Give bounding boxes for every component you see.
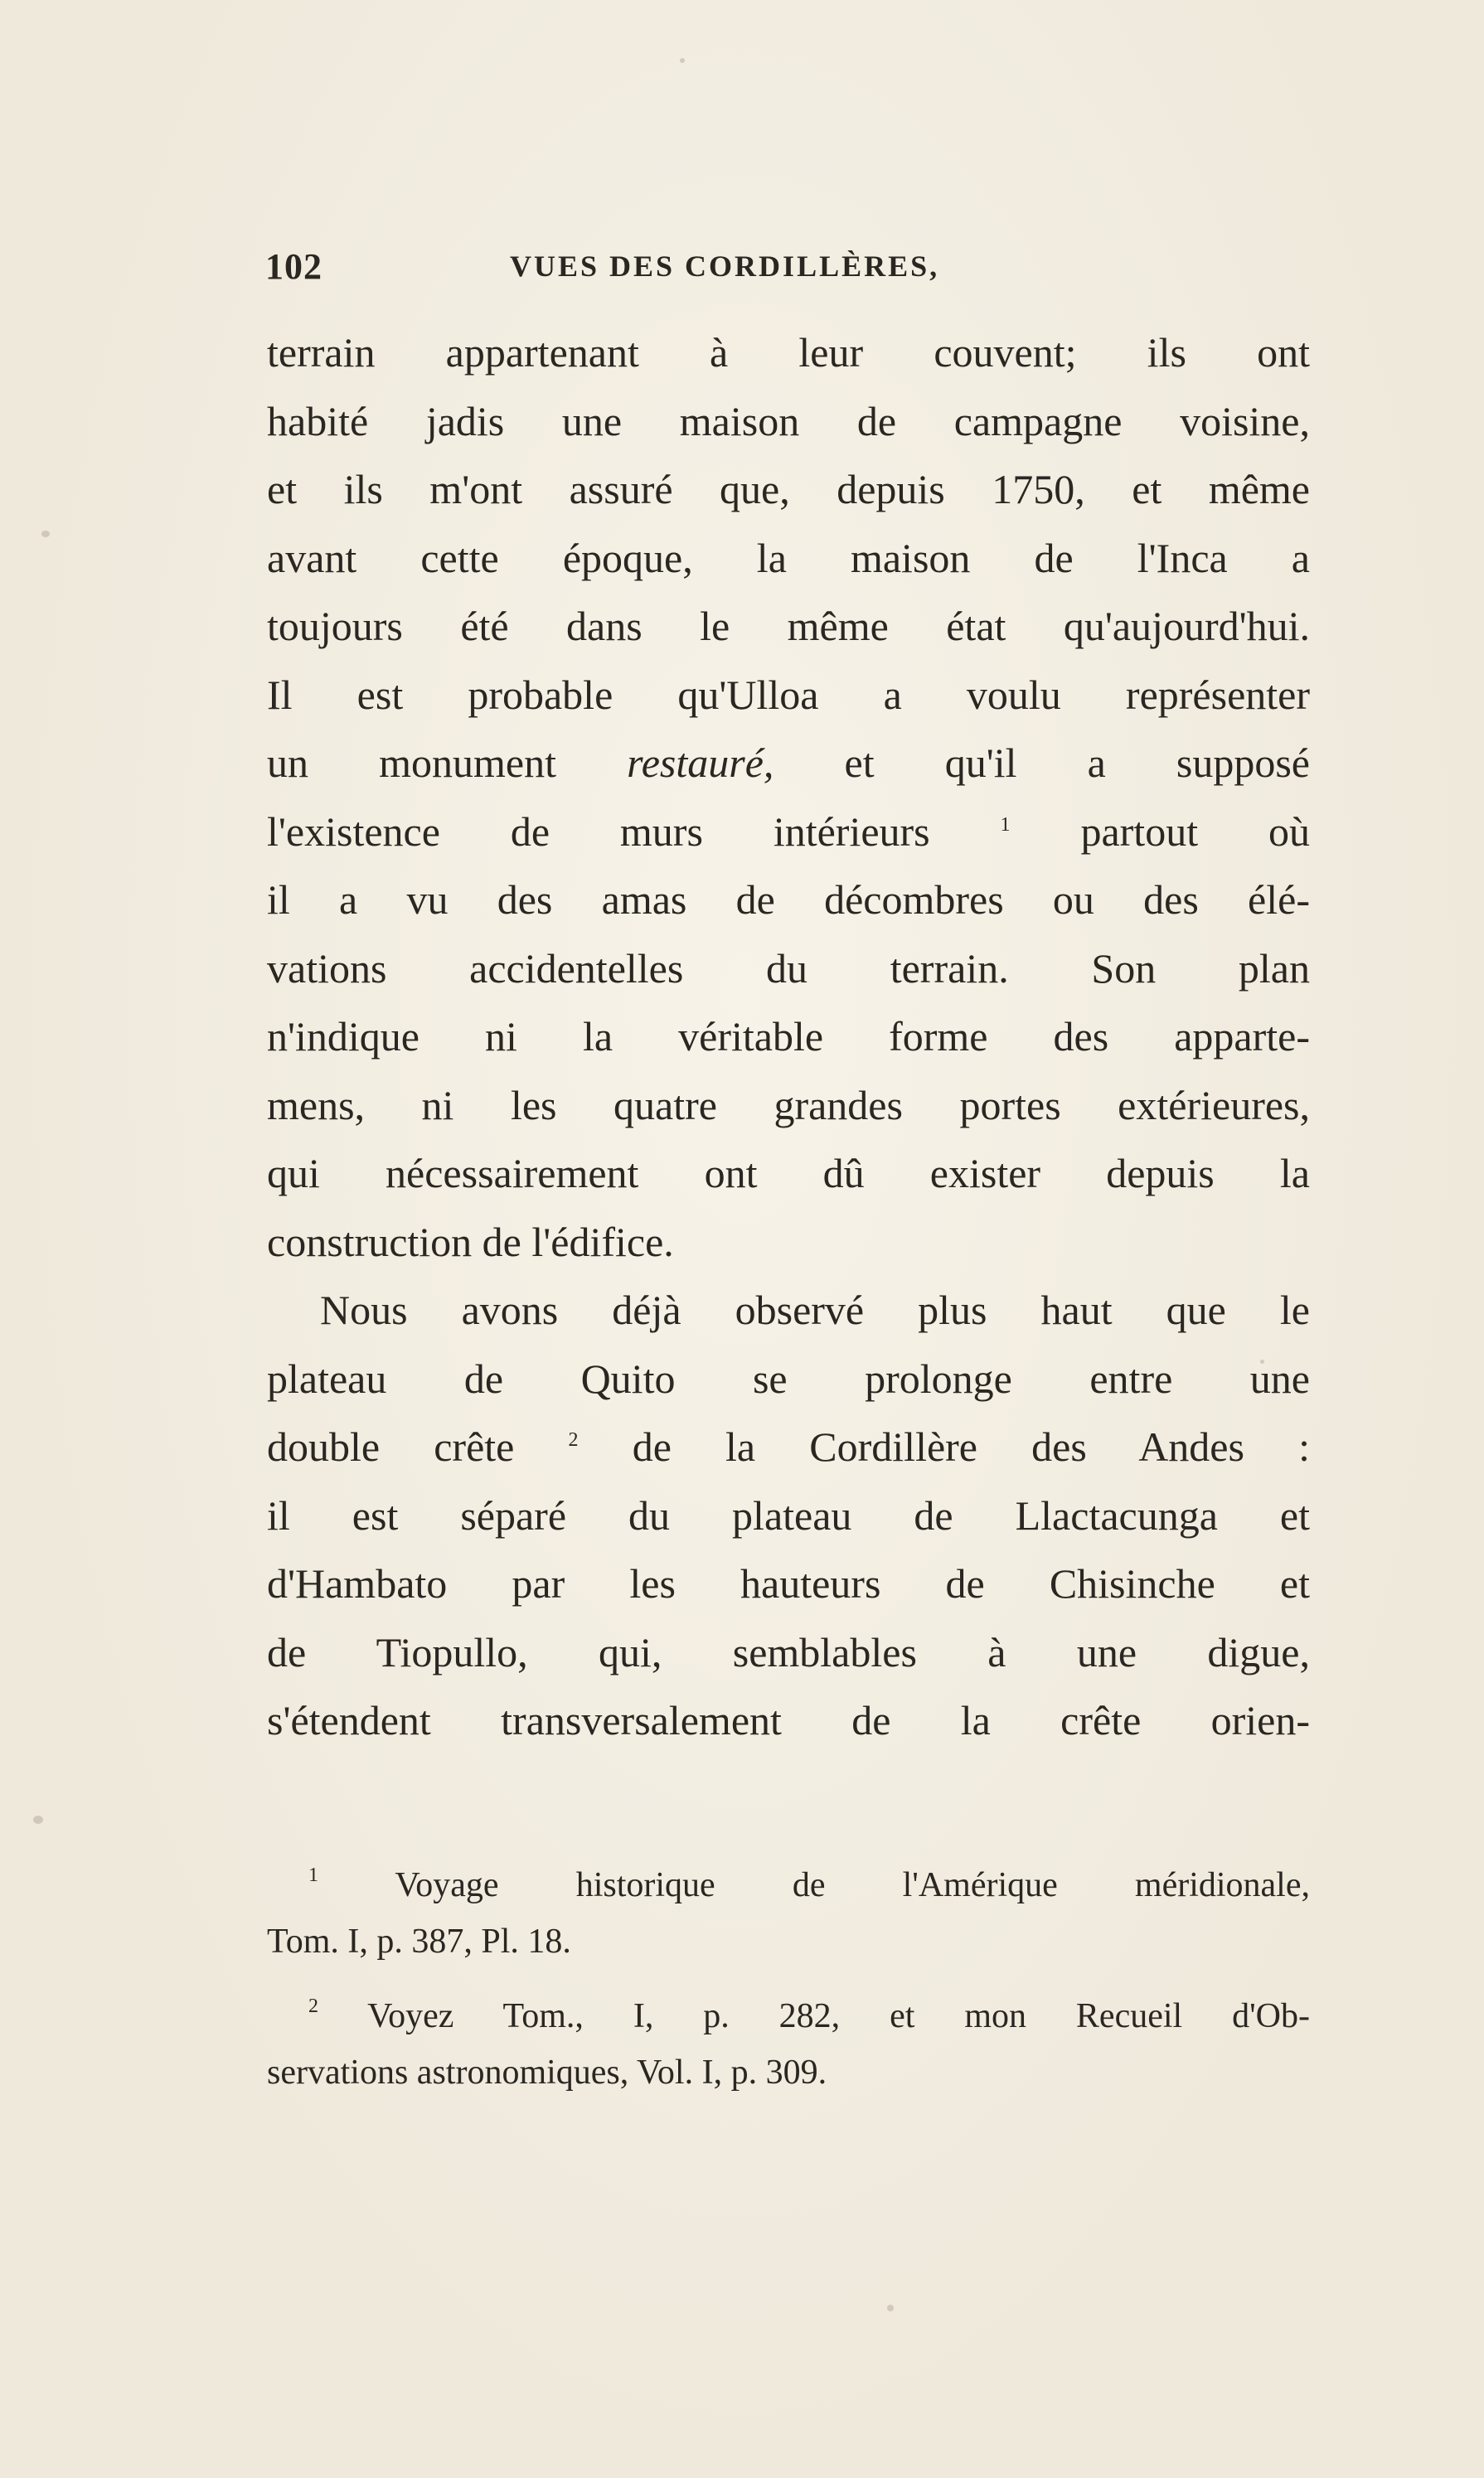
- text-line: avant cette époque, la maison de l'Inca a: [267, 534, 1310, 581]
- text-segment: Voyage historique de l'Amérique méridionale,: [395, 1866, 1310, 1904]
- text-line: [267, 798, 1310, 866]
- italic-word: restauré,: [627, 740, 774, 786]
- text-segment: et qu'il a supposé: [774, 740, 1310, 786]
- footnote-line: Tom. I, p. 387, Pl. 18.: [267, 1923, 571, 1961]
- text-segment: un monument: [267, 740, 628, 786]
- footnotes: [267, 1857, 1310, 2101]
- text-line: plateau de Quito se prolonge entre une: [267, 1355, 1310, 1402]
- text-line: [267, 729, 1310, 798]
- footnote-line: [267, 1988, 1310, 2044]
- page-header: [265, 245, 1293, 295]
- text-segment: partout où: [1010, 807, 1310, 855]
- text-line: terrain appartenant à leur couvent; ils ont: [267, 329, 1310, 376]
- paper-speck: [33, 1816, 43, 1824]
- text-line: [267, 1413, 1310, 1481]
- text-line: et ils m'ont assuré que, depuis 1750, et même: [267, 466, 1310, 512]
- body-text: [267, 318, 1310, 1755]
- text-line: vations accidentelles du terrain. Son plan: [267, 944, 1310, 992]
- paper-speck: [887, 2305, 894, 2311]
- footnote: [267, 1857, 1310, 1970]
- footnote-reference: 2: [568, 1429, 579, 1451]
- text-line: qui nécessairement ont dû exister depuis la: [267, 1150, 1310, 1196]
- paper-speck: [680, 58, 685, 63]
- footnote-mark: 1: [308, 1865, 318, 1886]
- text-line: de Tiopullo, qui, semblables à une digue,: [267, 1628, 1310, 1675]
- text-line: d'Hambato par les hauteurs de Chisinche et: [267, 1560, 1310, 1607]
- footnote: [267, 1988, 1310, 2101]
- text-line: il est séparé du plateau de Llactacunga et: [267, 1491, 1310, 1539]
- footnote-line: [267, 1857, 1310, 1913]
- footnote-line: servations astronomiques, Vol. I, p. 309.: [267, 2054, 827, 2092]
- paper-speck: [41, 531, 50, 537]
- running-head: VUES DES CORDILLÈRES,: [510, 250, 940, 283]
- text-line: n'indique ni la véritable forme des apparte-: [267, 1013, 1310, 1060]
- text-segment: double crête: [267, 1423, 569, 1470]
- text-line: il a vu des amas de décombres ou des élé-: [267, 876, 1310, 923]
- text-line: mens, ni les quatre grandes portes extérieures,: [267, 1081, 1310, 1128]
- text-segment: Voyez Tom., I, p. 282, et mon Recueil d'Ob-: [367, 1997, 1310, 2035]
- text-line: s'étendent transversalement de la crête orien-: [267, 1697, 1310, 1743]
- footnote-reference: 1: [1000, 813, 1011, 836]
- text-segment: l'existence de murs intérieurs: [267, 807, 1001, 855]
- text-line: habité jadis une maison de campagne voisine,: [267, 397, 1310, 444]
- text-line: Il est probable qu'Ulloa a voulu représenter: [267, 671, 1310, 718]
- text-line: toujours été dans le même état qu'aujourd'hui.: [267, 603, 1310, 649]
- text-segment: de la Cordillère des Andes :: [578, 1423, 1311, 1470]
- footnote-mark: 2: [308, 1995, 318, 2017]
- text-line: construction de l'édifice.: [267, 1218, 674, 1265]
- page-number: 102: [265, 246, 323, 287]
- text-line: Nous avons déjà observé plus haut que le: [320, 1287, 1310, 1333]
